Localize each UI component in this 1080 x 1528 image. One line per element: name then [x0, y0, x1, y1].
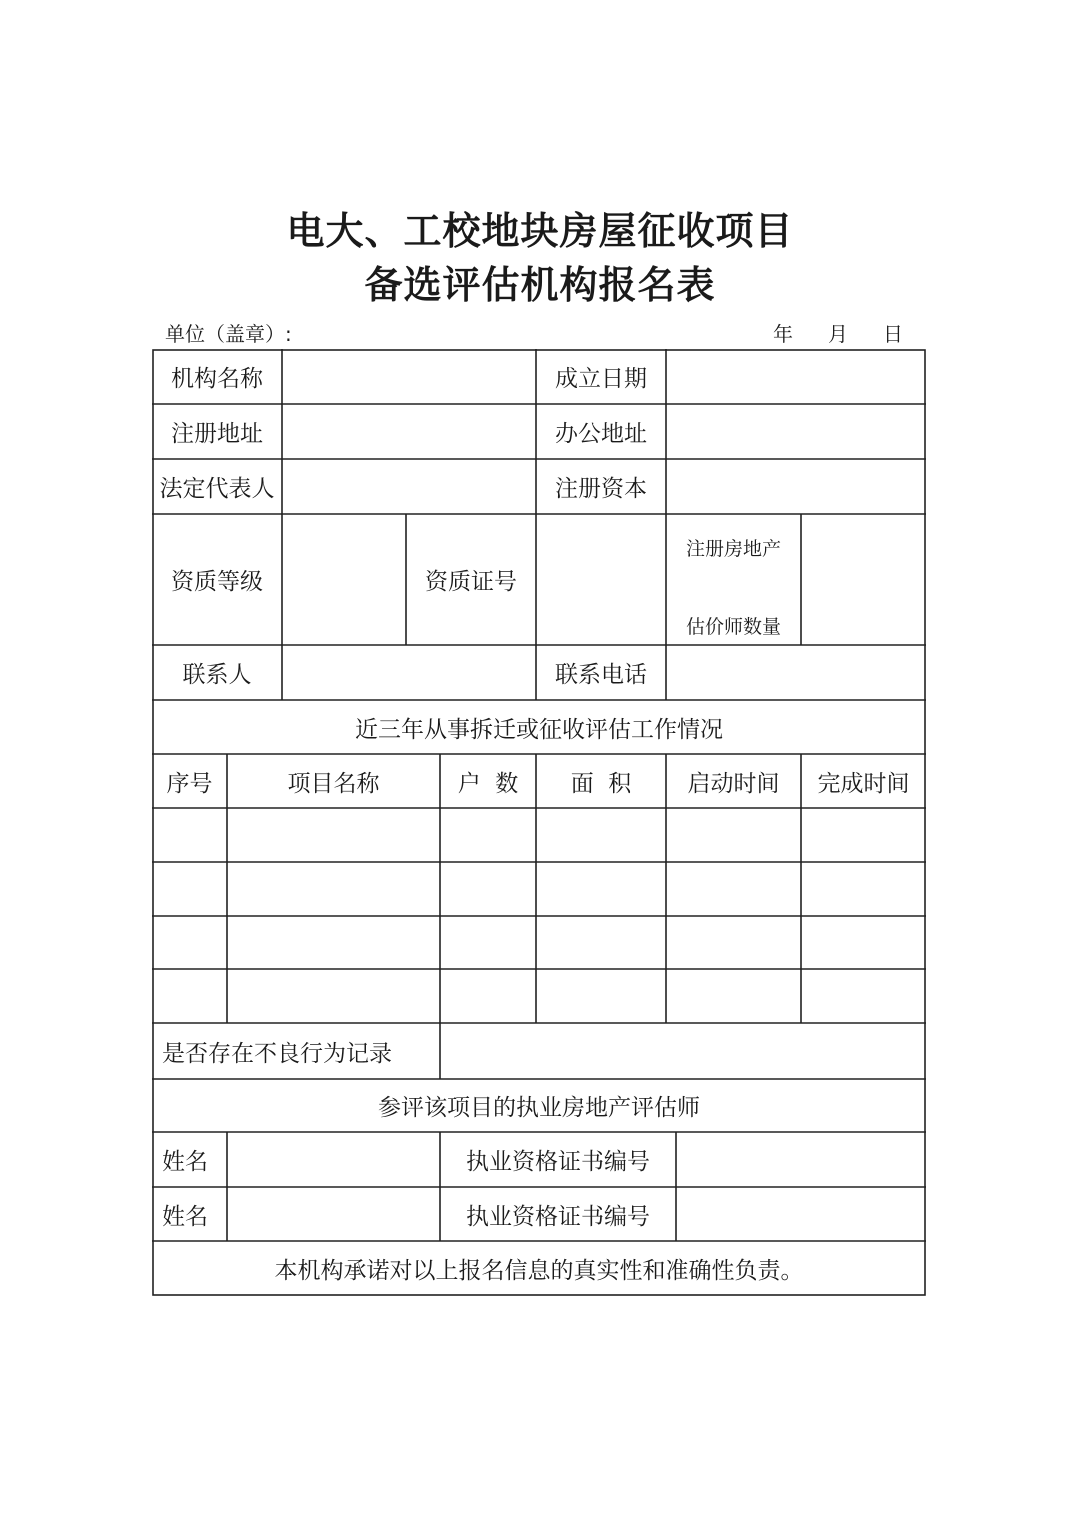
legal-rep-field[interactable] [282, 459, 536, 514]
column-header-project-name: 项目名称 [287, 770, 380, 797]
column-header-start-time: 启动时间 [687, 770, 780, 797]
reg-capital-field[interactable] [666, 459, 926, 514]
contact-field[interactable] [282, 645, 536, 700]
qual-level-field[interactable] [282, 514, 406, 645]
org-name-label: 机构名称 [171, 366, 263, 392]
founded-date-field[interactable] [666, 349, 926, 404]
appraiser-count-label-line1: 注册房地产 [685, 537, 781, 560]
founded-date-label: 成立日期 [555, 366, 647, 392]
appraisers-section-title: 参评该项目的执业房地产评估师 [378, 1095, 700, 1121]
contact-phone-field[interactable] [666, 645, 926, 700]
column-header-area: 面 积 [570, 770, 632, 797]
office-address-label: 办公地址 [555, 421, 647, 447]
date-day-label: 日 [883, 322, 903, 346]
date-year-label: 年 [773, 322, 793, 346]
appraiser-name-field-2[interactable] [227, 1187, 440, 1241]
reg-address-field[interactable] [282, 404, 536, 459]
experience-section-title: 近三年从事拆迁或征收评估工作情况 [355, 716, 723, 743]
page-title-line2: 备选评估机构报名表 [364, 262, 716, 307]
column-header-index: 序号 [166, 770, 213, 797]
qual-cert-field[interactable] [536, 514, 666, 645]
appraiser-name-field-1[interactable] [227, 1132, 440, 1187]
org-name-field[interactable] [282, 349, 536, 404]
contact-phone-label: 联系电话 [555, 662, 647, 688]
table-row[interactable] [152, 916, 926, 969]
contact-label: 联系人 [182, 662, 252, 688]
bad-record-label: 是否存在不良行为记录 [162, 1040, 392, 1067]
qual-level-label: 资质等级 [171, 569, 263, 595]
page-title-line1: 电大、工校地块房屋征收项目 [286, 208, 794, 253]
qual-cert-label: 资质证号 [425, 569, 517, 595]
bad-record-field[interactable] [440, 1023, 926, 1079]
appraiser-count-label-line2: 估价师数量 [685, 615, 781, 638]
legal-rep-label: 法定代表人 [159, 476, 275, 502]
reg-capital-label: 注册资本 [555, 476, 647, 502]
column-header-end-time: 完成时间 [817, 770, 910, 797]
commitment-statement: 本机构承诺对以上报名信息的真实性和准确性负责。 [274, 1258, 804, 1284]
appraiser-name-label-2: 姓名 [162, 1203, 208, 1230]
office-address-field[interactable] [666, 404, 926, 459]
column-header-households: 户 数 [457, 770, 519, 797]
appraiser-cert-label-1: 执业资格证书编号 [466, 1149, 650, 1175]
unit-seal-label: 单位（盖章）: [165, 322, 292, 346]
appraiser-name-label-1: 姓名 [162, 1149, 208, 1175]
date-month-label: 月 [828, 322, 848, 346]
appraiser-count-field[interactable] [801, 514, 926, 645]
table-row[interactable] [152, 862, 926, 916]
appraiser-cert-field-1[interactable] [676, 1132, 926, 1187]
table-row[interactable] [152, 808, 926, 862]
appraiser-cert-field-2[interactable] [676, 1187, 926, 1241]
reg-address-label: 注册地址 [171, 421, 263, 447]
registration-form-table [152, 349, 926, 1296]
table-row[interactable] [152, 969, 926, 1023]
appraiser-cert-label-2: 执业资格证书编号 [466, 1203, 650, 1230]
